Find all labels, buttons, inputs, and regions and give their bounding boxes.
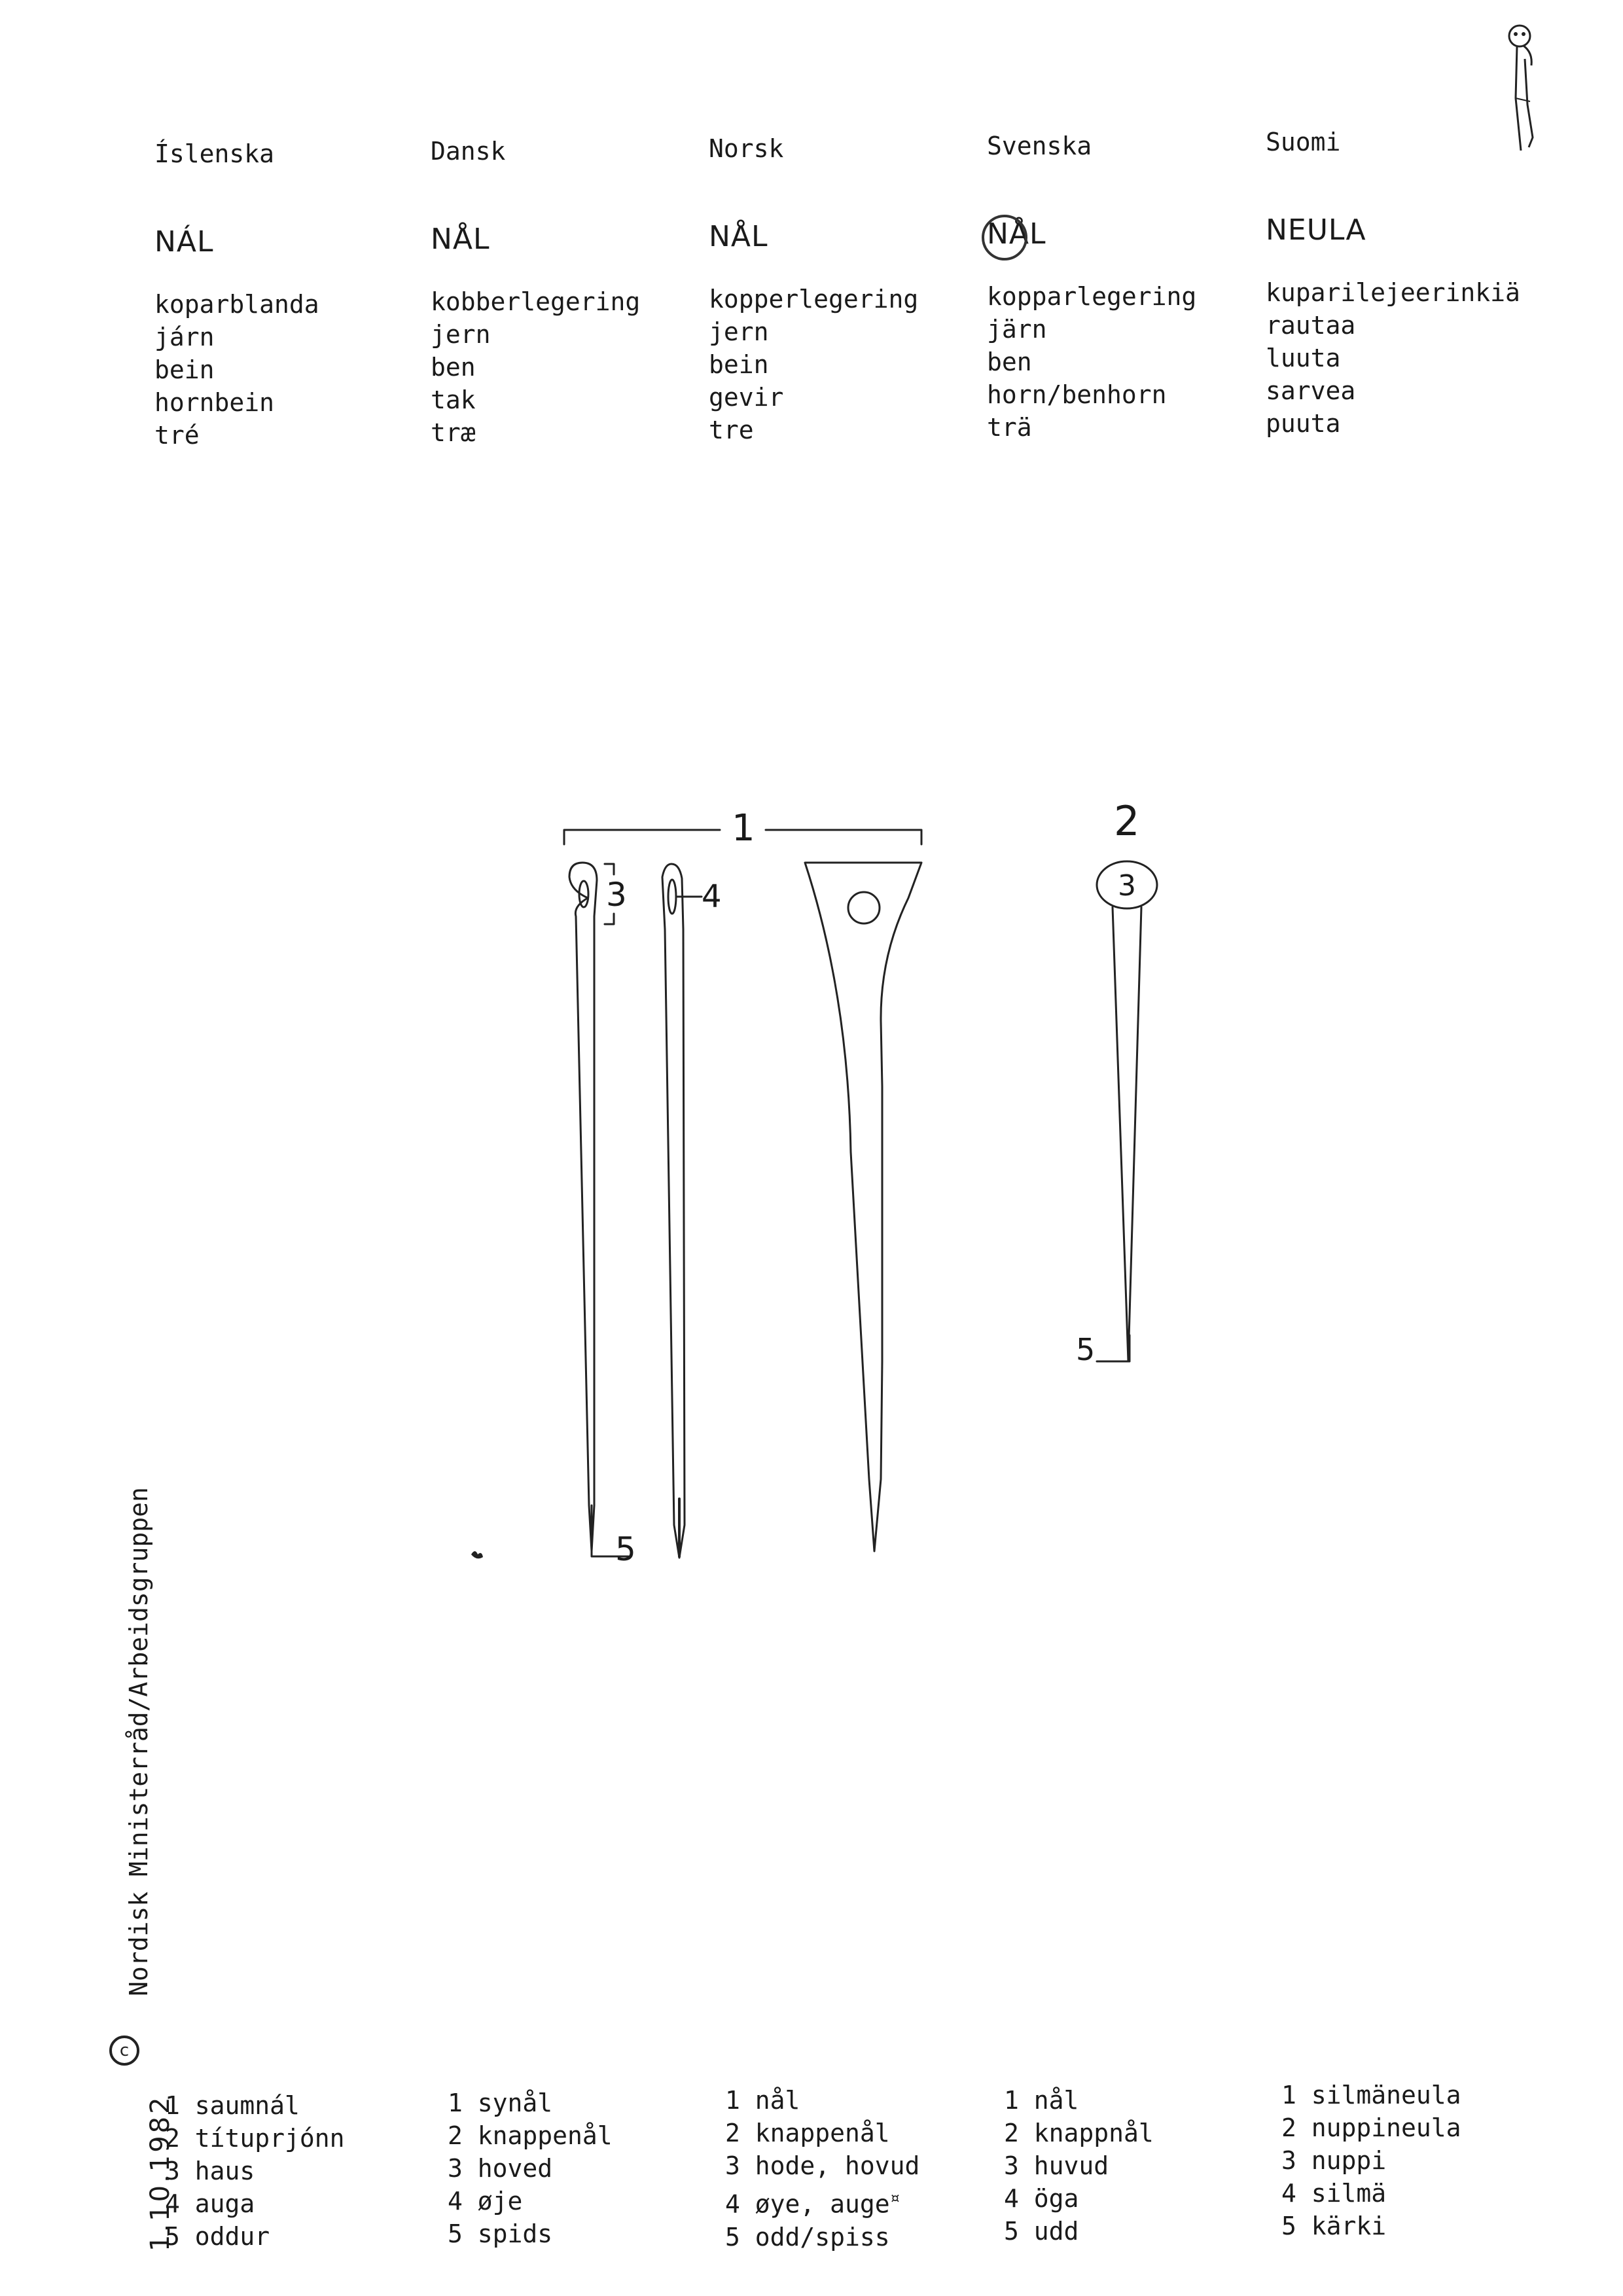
material-item: hornbein	[154, 388, 275, 417]
glossary-item: 2 knappnål	[1004, 2119, 1154, 2147]
material-item: jern	[431, 320, 491, 349]
material-item: bein	[709, 350, 769, 379]
lang-title: NÅL	[709, 220, 768, 253]
material-item: kobberlegering	[431, 287, 641, 316]
date-text: 1.10.1982	[145, 2094, 175, 2251]
glossary-item: 3 nuppi	[1281, 2146, 1387, 2175]
ink-mark-icon	[471, 1551, 483, 1558]
glossary-item	[725, 2182, 919, 2221]
material-item: trä	[987, 413, 1032, 442]
material-item: puuta	[1266, 409, 1341, 438]
glossary-item: 5 spids	[448, 2219, 553, 2248]
glossary-item: 1 silmäneula	[1281, 2081, 1461, 2109]
glossary-item: 1 saumnál	[165, 2091, 300, 2120]
glossary-item: 1 nål	[1004, 2086, 1079, 2115]
glossary-item: 4 auga	[165, 2189, 255, 2218]
pin-label-5: 5	[1076, 1332, 1096, 1367]
material-item: luuta	[1266, 344, 1341, 372]
pin-label-3: 3	[1118, 869, 1136, 903]
glossary-item: 4 öga	[1004, 2184, 1079, 2213]
lang-name: Íslenska	[154, 139, 275, 168]
material-item: járn	[154, 323, 215, 351]
glossary-item: 5 udd	[1004, 2217, 1079, 2246]
lang-title: NEULA	[1266, 213, 1366, 247]
material-item: ben	[987, 348, 1032, 376]
lang-name: Dansk	[431, 137, 506, 166]
material-item: gevir	[709, 383, 784, 412]
glossary-norsk	[725, 2084, 919, 2253]
glossary-item: 2 knappenål	[448, 2121, 613, 2150]
bracket-line	[766, 830, 921, 844]
material-item: horn/benhorn	[987, 380, 1167, 409]
glossary-item: 1 nål	[725, 2086, 800, 2115]
glossary-item: 1 synål	[448, 2089, 553, 2117]
lang-title-text: NÅL	[987, 217, 1046, 251]
material-item: järn	[987, 315, 1047, 344]
material-item: ben	[431, 353, 476, 382]
needle-outline	[569, 863, 597, 1551]
glossary-item: 5 kärki	[1281, 2212, 1387, 2240]
bracket-line	[564, 830, 720, 844]
credit-text: Nordisk Ministerråd/Arbeidsgruppen	[124, 1487, 153, 1996]
footnote-mark: ¤	[889, 2189, 901, 2208]
needle-hole	[848, 892, 880, 924]
lang-name: Svenska	[987, 132, 1092, 160]
needle-eye	[668, 880, 676, 914]
material-item: bein	[154, 355, 215, 384]
glossary-item: 3 huvud	[1004, 2151, 1109, 2180]
figure-label-4: 4	[702, 878, 722, 915]
glossary-islenska	[165, 2089, 345, 2253]
lang-name: Suomi	[1266, 128, 1341, 156]
material-item: tre	[709, 416, 754, 444]
bracket-line	[605, 864, 614, 874]
bracket-line	[605, 914, 614, 924]
copyright-icon	[108, 2034, 141, 2067]
glossary-item: 4 silmä	[1281, 2179, 1387, 2208]
glossary-item: 5 oddur	[165, 2222, 270, 2251]
figure-label-5: 5	[615, 1530, 636, 1568]
material-item: kuparilejeerinkiä	[1266, 278, 1520, 307]
material-item: træ	[431, 418, 476, 447]
figure-label-2: 2	[1114, 797, 1140, 845]
material-item: tak	[431, 386, 476, 414]
lang-name: Norsk	[709, 134, 784, 163]
glossary-item: 5 odd/spiss	[725, 2222, 890, 2251]
figure-label-3: 3	[606, 876, 627, 914]
glossary-suomi	[1281, 2079, 1461, 2242]
lang-title: NÅL	[431, 223, 490, 256]
glossary-item: 2 knappenål	[725, 2119, 890, 2147]
needle-outline	[662, 864, 685, 1558]
glossary-item: 2 nuppineula	[1281, 2113, 1461, 2142]
glossary-item-text: 4 øye, auge	[725, 2189, 890, 2219]
material-item: tré	[154, 421, 200, 450]
glossary-svenska	[1004, 2084, 1154, 2248]
material-item: sarvea	[1266, 376, 1356, 405]
glossary-item: 4 øje	[448, 2187, 523, 2215]
material-item: rautaa	[1266, 311, 1356, 340]
material-item: jern	[709, 317, 769, 346]
copyright-letter: c	[119, 2041, 130, 2060]
needle-outline	[805, 863, 921, 1551]
pin-tip-line	[1097, 1335, 1130, 1361]
material-item: kopperlegering	[709, 285, 919, 314]
figure-label-1: 1	[732, 807, 755, 850]
lang-title: NÁL	[154, 225, 214, 259]
glossary-dansk	[448, 2087, 613, 2250]
material-item: kopparlegering	[987, 282, 1197, 311]
glossary-item: 3 hoved	[448, 2154, 553, 2183]
material-item: koparblanda	[154, 290, 319, 319]
pin-shaft	[1113, 907, 1141, 1361]
glossary-item: 3 haus	[165, 2157, 255, 2185]
glossary-item: 2 títuprjónn	[165, 2124, 345, 2153]
glossary-item: 3 hode, hovud	[725, 2151, 920, 2180]
